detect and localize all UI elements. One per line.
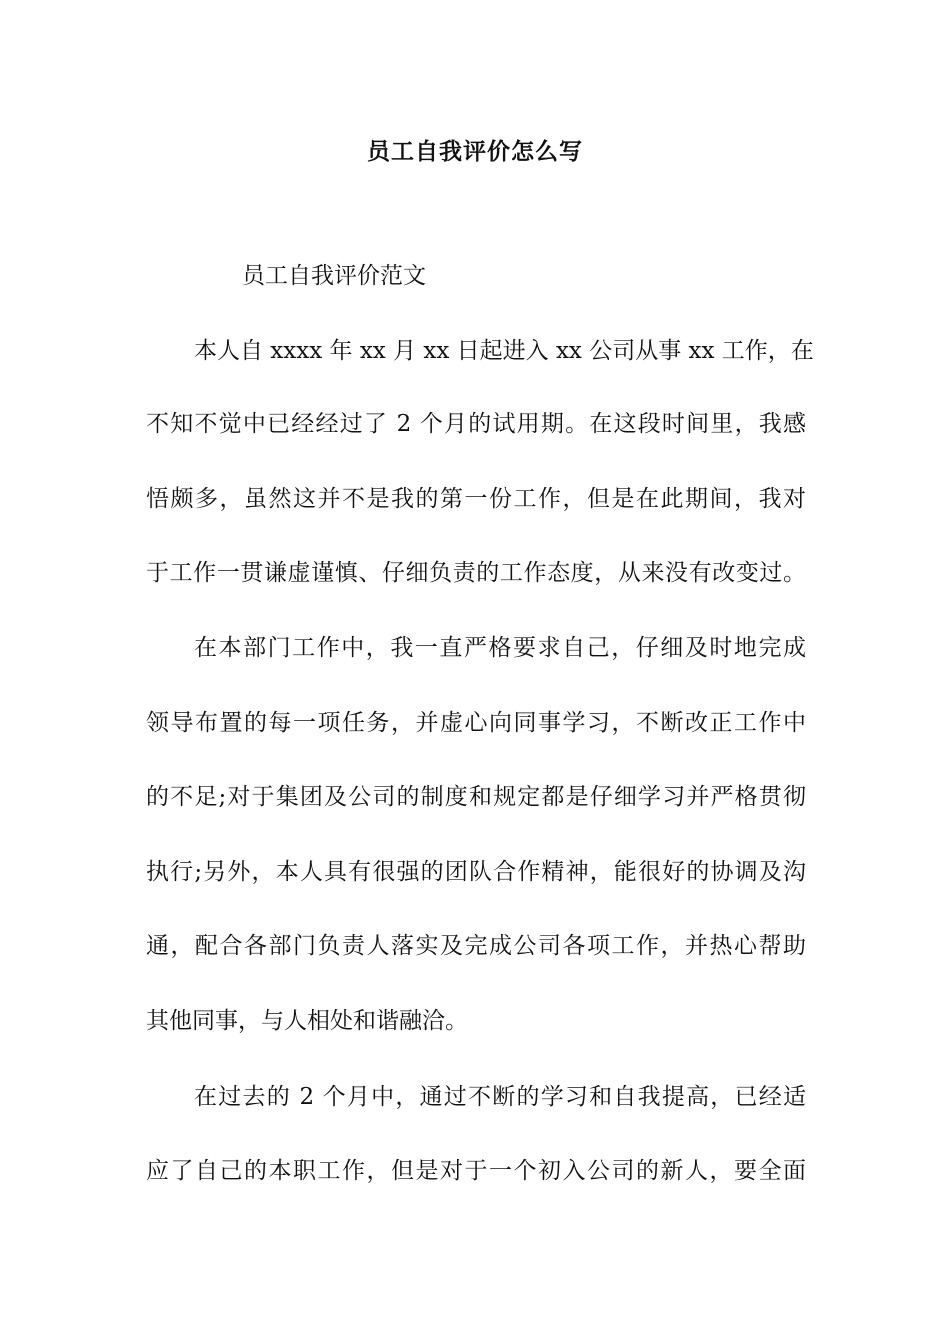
- paragraph-1-line-2: 不知不觉中已经经过了 2 个月的试用期。在这段时间里，我感: [146, 411, 806, 437]
- paragraph-2-line-4: 执行;另外，本人具有很强的团队合作精神，能很好的协调及沟: [146, 859, 806, 885]
- paragraph-2-line-1: 在本部门工作中，我一直严格要求自己，仔细及时地完成: [194, 635, 806, 661]
- paragraph-2-line-3: 的不足;对于集团及公司的制度和规定都是仔细学习并严格贯彻: [146, 784, 806, 810]
- document-title: 员工自我评价怎么写: [367, 138, 583, 165]
- document-subtitle: 员工自我评价范文: [242, 263, 426, 289]
- paragraph-2-line-5: 通，配合各部门负责人落实及完成公司各项工作，并热心帮助: [146, 933, 806, 959]
- paragraph-3-line-1: 在过去的 2 个月中，通过不断的学习和自我提高，已经适: [194, 1084, 806, 1110]
- paragraph-2-line-2: 领导布置的每一项任务，并虚心向同事学习，不断改正工作中: [146, 710, 806, 736]
- paragraph-1-line-4: 于工作一贯谦虚谨慎、仔细负责的工作态度，从来没有改变过。: [146, 560, 806, 586]
- paragraph-3-line-2: 应了自己的本职工作，但是对于一个初入公司的新人，要全面: [146, 1158, 806, 1184]
- paragraph-2-line-6: 其他同事，与人相处和谐融洽。: [146, 1008, 468, 1034]
- paragraph-1-line-3: 悟颇多，虽然这并不是我的第一份工作，但是在此期间，我对: [146, 486, 806, 512]
- paragraph-1-line-1: 本人自 xxxx 年 xx 月 xx 日起进入 xx 公司从事 xx 工作，在: [194, 338, 814, 364]
